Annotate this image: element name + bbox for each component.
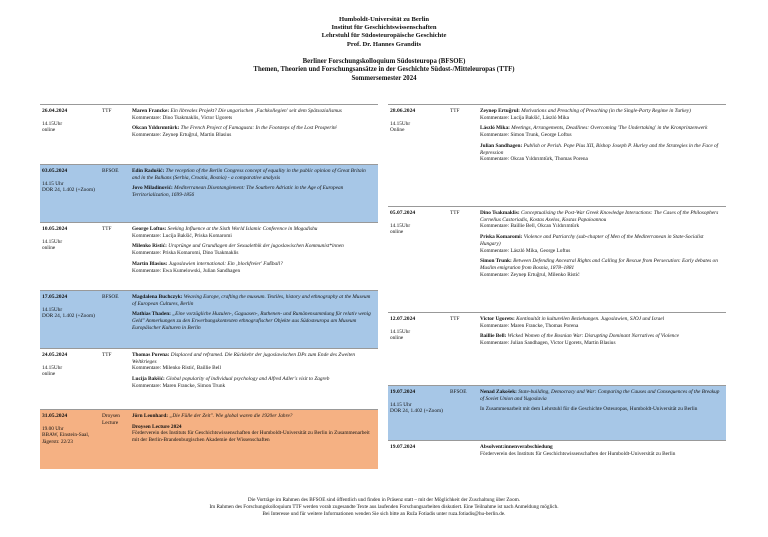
talk-entry [480, 389, 722, 402]
institution-header [0, 16, 768, 49]
document-title [0, 58, 768, 83]
header-line: Humboldt-Universität zu Berlin [338, 16, 430, 23]
talk-title: Motivations and Preaching of Preaching (in the Single-Party Regime in Turkey) [521, 108, 691, 114]
talk-speaker: Victor Ugorets: [480, 316, 515, 322]
talk-entry [132, 261, 374, 274]
talk-title: Conceptualising the Post-War Greek Knowledge Interactions: The Cases of the Philosophers Cornelius Castoriadis, Kostas Axelos, Kostas Papaioannou [480, 210, 719, 223]
session-date: 12.07.2024 [390, 316, 416, 322]
session-date-cell [388, 105, 450, 206]
session-date-cell [388, 441, 450, 471]
talk-heading [132, 108, 374, 115]
talk-comment: Kommentare: Maren Francke, Simon Trunk [132, 382, 226, 389]
session-time: 14.15Uhr [42, 120, 63, 127]
session-talks [132, 291, 378, 348]
talk-comment: Kommentare: László Mika, George Loftus [480, 247, 571, 254]
talk-heading [132, 376, 374, 383]
talk-entry [480, 406, 722, 413]
talk-speaker: Droysen Lecture 2024 [132, 423, 182, 430]
footer-line: Im Rahmen des Forschungskolloquium TTF werden vorab zugesandte Texte aus laufenden Forschungsarbeiten diskutiert. Eine Teilnahme ist nach Anmeldung möglich. [209, 503, 559, 510]
session-place: Online [390, 127, 405, 134]
talk-heading [480, 258, 722, 271]
session-format: BFSOE [102, 294, 119, 300]
schedule-left-column [40, 104, 378, 469]
session-place: online [390, 229, 404, 236]
talk-title: Ein libreales Projekt? Die ungarischen ‚Fachkollegien' seit dem Spätsozialismus [170, 108, 342, 114]
talk-comment: Kommentare: Lucija Bakšić, Priska Komaromi [132, 232, 232, 239]
session-date: 31.05.2024 [42, 413, 68, 419]
session-format: BFSOE [450, 389, 467, 395]
session-date-cell [388, 386, 450, 440]
talk-title: Between Defending Ancestral Rights and Calling for Rescue from Persecution: Early debates on Muslim emigration from Bosnia, 1878–1881 [480, 258, 718, 271]
session-format: TTF [102, 226, 112, 232]
session-block [388, 440, 726, 471]
talk-speaker: Milenko Ristić: [132, 243, 167, 250]
session-block [40, 222, 378, 290]
session-date: 19.07.2024 [390, 389, 416, 395]
talk-entry [480, 210, 722, 230]
talk-heading [132, 413, 374, 420]
session-format: TTF [450, 210, 460, 216]
session-place: DOR 24, 1.402 (+Zoom) [390, 408, 443, 415]
session-date: 24.05.2024 [42, 352, 68, 358]
talk-comment: Kommentare: Dino Tsakmaklis, Victor Ugorets [132, 114, 233, 121]
session-time: 14.15 Uhr [390, 401, 412, 408]
talk-comment: Kommentare: Baillie Bell, Okcan Yıldırımtürk [480, 223, 580, 230]
talk-title: Kontinuität in kulturellen Beziehungen. Jugoslawien, SJOJ und Israel [516, 316, 665, 322]
talk-comment: Kommentare: Maren Francke, Thomas Porena [480, 322, 579, 329]
talk-speaker: Dino Tsakmaklis: [480, 210, 520, 216]
talk-entry [480, 234, 722, 254]
talk-entry [132, 294, 374, 307]
session-time: 14.15Uhr [390, 222, 411, 229]
session-date: 19.07.2024 [390, 444, 416, 450]
session-place: DOR 24, 1.402 (+Zoom) [42, 187, 95, 194]
talk-speaker: Lucija Bakšić: [132, 376, 165, 383]
session-talks [132, 410, 378, 469]
talk-comment: In Zusammenarbeit mit dem Lehrstuhl für die Geschichte Osteuropas, Humboldt-Universität zu Berlin [480, 406, 698, 413]
session-block [40, 104, 378, 164]
talk-speaker: László Mika: [480, 125, 510, 132]
talk-title: State-building, Democracy and War: Comparing the Causes and Consequences of the Breakup of Soviet Union and Yugoslavia [480, 389, 720, 402]
session-date-cell [40, 105, 102, 164]
talk-entry [132, 125, 374, 138]
talk-entry [132, 311, 374, 331]
session-format: TTF [102, 108, 112, 114]
talk-speaker: Thomas Porena: [132, 352, 170, 358]
talk-heading [132, 352, 374, 365]
session-place: online [42, 371, 56, 378]
talk-comment: Kommentare: Julian Sandhagen, Victor Ugorets, Martin Blasius [480, 340, 616, 347]
talk-speaker: George Loftus: [132, 226, 167, 232]
session-talks [480, 313, 726, 385]
talk-speaker: Magdalena Buchczyk: [132, 294, 183, 300]
talk-speaker: Jovo Miladinović: [132, 185, 173, 192]
talk-entry [480, 125, 722, 138]
session-date: 03.05.2024 [42, 168, 68, 174]
talk-speaker: Priska Komaromi: [480, 234, 523, 241]
talk-comment: Förderverein des Instituts für Geschichtswissenschaften der Humboldt-Universität zu Berlin [480, 450, 676, 457]
talk-speaker: Jörn Leonhard: [132, 413, 169, 419]
session-date-cell [40, 223, 102, 290]
session-talks [480, 441, 726, 471]
talk-comment: Kommentare: Zeynep Ertuğrul, Martin Blasius [132, 132, 232, 139]
talk-speaker: Maren Francke: [132, 108, 170, 114]
talk-comment: Kommentare: Zeynep Ertuğrul, Milenko Ristić [480, 271, 580, 278]
talk-speaker: Simon Trunk: [480, 258, 512, 265]
session-date: 10.05.2024 [42, 226, 68, 232]
session-block [40, 164, 378, 222]
talk-title: The reception of the Berlin Congress concept of equality in the public opinion of Great Britain and in the Balkans (Serbia, Croatia, Bosnia) - a comparative analysis [132, 168, 366, 181]
session-time: 14.15Uhr [42, 238, 63, 245]
talk-title: Weaving Europe, crafting the museum. Textiles, history and ethnography at the Museum of European Cultures, Berlin [132, 294, 371, 307]
session-block [40, 409, 378, 469]
footer-line: Die Vorträge im Rahmen des BFSOE sind öffentlich und finden in Präsenz statt – mit der Möglichkeit der Zuschaltung über Zoom. [247, 497, 521, 503]
talk-entry [132, 243, 374, 256]
talk-speaker: Mathias Thaden: [132, 311, 171, 318]
session-block [40, 348, 378, 409]
talk-title: „Eine vorzügliche Huzulen-, Gaguasen-, Ruthenen- und Rumänensammlung für relativ wenig Geld" Anmerkungen zu den Erwerbungskontexten ethnografischer Objekte aus Südosteuropa am Museum Europäischer Kulturen in Berlin [132, 311, 371, 331]
session-block [388, 206, 726, 312]
talk-title: Global popularity of individual psychology and Alfred Adler's visit to Zagreb [166, 376, 330, 383]
session-block [388, 385, 726, 440]
talk-comment: Kommentare: Lucija Bakšić, László Mika [480, 114, 569, 121]
talk-title: Violence and Patriarchy (sub-chapter of Men of the Mediterranean in State-Socialist Hungary) [480, 234, 704, 247]
talk-title: „Die Fülle der Zeit". Wie global waren die 1920er Jahre? [169, 413, 293, 419]
talk-entry [480, 258, 722, 278]
talk-entry [480, 444, 722, 457]
talk-title: Mediterranean Disentanglement: The Southern Adriatic in the Age of European Territorialization, 1699-1856 [132, 185, 344, 199]
talk-heading [132, 261, 374, 268]
footer-notes [0, 497, 768, 517]
title-line: Berliner Forschungskolloquium Südosteuropa (BFSOE) [302, 58, 466, 65]
title-line: Sommersemester 2024 [351, 74, 417, 82]
session-place: online [390, 335, 404, 342]
talk-title: Jugoslawien international: Ein ‚blockfreier' Fußball? [168, 260, 283, 267]
talk-title: Meetings, Arrangements, Deadlines: Overcoming 'The Undertaking' in the Kronprinzenwerk [511, 125, 708, 132]
session-format: TTF [102, 352, 112, 358]
talk-heading [480, 143, 722, 156]
session-talks [132, 165, 378, 222]
talk-heading [480, 210, 722, 223]
talk-entry [480, 316, 722, 329]
talk-comment: Kommentare: Okcan Yıldırımtürk, Thomas Porena [480, 156, 588, 163]
talk-comment: Kommentare: Ewa Kumelowski, Julian Sandhagen [132, 267, 241, 274]
schedule-right-column [388, 104, 726, 471]
talk-title: Wicked Women of the Bosnian War: Disrupting Dominant Narratives of Violence [507, 333, 680, 340]
talk-title: Seeking Influence at the Sixth World Islamic Conference in Mogadishu [167, 226, 318, 232]
session-date-cell [40, 291, 102, 348]
session-format: TTF [450, 108, 460, 114]
talk-comment: Förderverein des Instituts für Geschichtswissenschaften der Humboldt-Universität zu Berlin in Zusammenarbeit mit der Berlin-Brandenburgischen Akademie der Wissenschaften [132, 430, 370, 444]
talk-comment: Kommentare: Milenko Ristić, Baillie Bell [132, 365, 222, 372]
talk-speaker: Okcan Yıldırımtürk: [132, 125, 180, 132]
session-talks [132, 105, 378, 164]
talk-title: Ursprünge und Grundlagen der Sexualethik der jugoslawischen Kommunist*innen [168, 243, 344, 250]
talk-heading [480, 316, 722, 323]
session-date-cell [388, 207, 450, 312]
talk-heading [480, 333, 722, 340]
talk-entry [480, 108, 722, 121]
header-line: Lehrstuhl für Südosteuropäische Geschichte [321, 32, 447, 40]
talk-title: Publish or Perish. Pope Pius XII, Bishop Joseph P. Hurley and the Strategies in the Face of Repression [480, 142, 719, 156]
session-time: 19.00 Uhr [42, 425, 64, 432]
talk-speaker: Absolvent:innenverabschiedung [480, 444, 553, 450]
talk-speaker: Zeynep Ertuğrul: [480, 108, 520, 114]
session-time: 14.15Uhr [42, 364, 63, 371]
talk-heading [132, 243, 374, 250]
session-date: 28.06.2024 [390, 108, 416, 114]
session-talks [480, 386, 726, 440]
session-date-cell [40, 165, 102, 222]
title-line: Themen, Theorien und Forschungsansätze in der Geschichte Südost-/Mitteleuropas (TTF) [253, 66, 515, 74]
session-format: BFSOE [102, 168, 119, 174]
talk-heading [132, 226, 374, 233]
session-place: online [42, 245, 56, 252]
session-time: 14.15 Uhr [42, 180, 64, 187]
talk-heading [132, 294, 374, 307]
session-place: BBAW, Einstein-Saal, Jägerstr. 22/23 [42, 432, 90, 446]
session-block [388, 312, 726, 385]
talk-heading [480, 444, 722, 451]
session-format: Droysen Lecture [102, 413, 120, 426]
talk-entry [480, 143, 722, 163]
talk-speaker: Baillie Bell: [480, 333, 507, 340]
talk-comment: Kommentare: Priska Komaromi, Dino Tsakmaklis [132, 250, 239, 257]
talk-speaker: Nenad Zakošek: [480, 389, 517, 395]
session-talks [132, 223, 378, 290]
talk-speaker: Edin Radušić: [132, 168, 165, 174]
session-date: 17.05.2024 [42, 294, 68, 300]
talk-speaker: Martin Blasius: [132, 260, 168, 267]
session-date: 26.04.2024 [42, 108, 68, 114]
session-place: DOR 24, 1.402 (+Zoom) [42, 313, 95, 320]
session-date-cell [40, 349, 102, 409]
session-format: TTF [450, 316, 460, 322]
session-place: online [42, 127, 56, 134]
session-date-cell [40, 410, 102, 469]
session-talks [132, 349, 378, 409]
session-date-cell [388, 313, 450, 385]
talk-heading [132, 168, 374, 181]
session-time: 14.15Uhr [390, 120, 411, 127]
header-line: Institut für Geschichtswissenschaften [331, 24, 437, 32]
talk-entry [132, 185, 374, 198]
session-block [40, 290, 378, 348]
footer-line: Bei Interesse und für weitere Informationen wenden Sie sich bitte an Ruža Fotiadis unter ruza.fotiadis@hu-berlin.de. [262, 510, 506, 517]
talk-comment: Kommentare: Simon Trunk, George Loftus [480, 132, 572, 139]
talk-heading [480, 108, 722, 115]
talk-entry [132, 352, 374, 372]
talk-entry [132, 376, 374, 389]
talk-heading [132, 185, 374, 198]
session-talks [480, 105, 726, 206]
talk-heading [132, 311, 374, 331]
session-time: 14.15Uhr [390, 328, 411, 335]
talk-speaker: Julian Sandhagen: [480, 142, 523, 149]
session-block [388, 104, 726, 206]
talk-heading [480, 234, 722, 247]
session-format [450, 441, 480, 471]
talk-entry [132, 424, 374, 444]
session-talks [480, 207, 726, 312]
talk-entry [132, 226, 374, 239]
talk-title: Displaced and reframed. Die Rückkehr der jugoslawischen DPs zum Ende des Zweiten Weltkrieges [132, 352, 356, 365]
session-date: 05.07.2024 [390, 210, 416, 216]
talk-entry [132, 168, 374, 181]
talk-entry [132, 413, 374, 420]
talk-title: The French Project of Famagusta: In the Footsteps of the Lost Prosperité [180, 125, 337, 132]
talk-entry [480, 333, 722, 346]
talk-heading [480, 389, 722, 402]
session-time: 14.15Uhr [42, 306, 63, 313]
header-line: Prof. Dr. Hannes Grandits [346, 40, 422, 48]
talk-entry [132, 108, 374, 121]
